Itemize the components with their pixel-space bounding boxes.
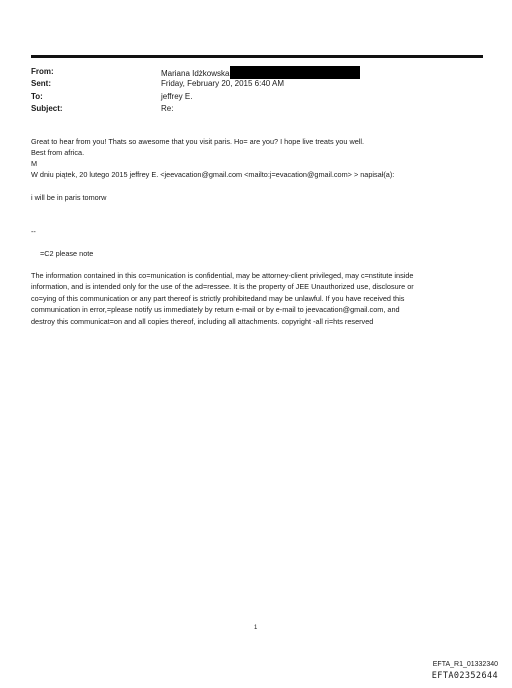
reply-header-line: W dniu piątek, 20 lutego 2015 jeffrey E. <jeevacation@gmail.com <mailto:j=evacation@gmail.com> > napisał(a):	[31, 170, 395, 179]
sent-value: Friday, February 20, 2015 6:40 AM	[161, 79, 285, 89]
body-line-1: Great to hear from you! Thats so awesome that you visit paris. Ho= are you? I hope live treats you well.	[31, 137, 365, 146]
from-name: Mariana Idżkowska	[161, 69, 230, 78]
quoted-message: i will be in paris tomorw	[31, 193, 107, 202]
from-label: From:	[31, 67, 54, 76]
disclaimer-line: destroy this communicat=on and all copies thereof, including all attachments. copyright -all ri=hts reserved	[31, 316, 374, 326]
signature-separator: --	[31, 227, 36, 236]
redaction-bar	[230, 66, 360, 79]
disclaimer-line: information, and is intended only for the use of the ad=ressee. It is the property of JEE Unauthorized use, disclosure or	[31, 282, 414, 292]
disclaimer-paragraph	[31, 270, 483, 327]
body-line-2: Best from africa.	[31, 148, 85, 157]
disclaimer-line: communication in error,=please notify us immediately by return e-mail or by e-mail to jeevacation@gmail.com, and	[31, 305, 400, 315]
to-label: To:	[31, 91, 43, 101]
bates-stamp-r1: EFTA_R1_01332340	[432, 661, 498, 668]
bates-stamp: EFTA02352644	[431, 671, 498, 681]
disclaimer-line: co=ying of this communication or any part thereof is strictly prohibitedand may be unlawful. If you have received this	[31, 293, 405, 303]
body-line-3: M	[31, 159, 38, 168]
subject-label: Subject:	[31, 103, 63, 113]
please-note: =C2 please note	[40, 249, 94, 258]
page-number: 1	[254, 625, 258, 631]
sent-label: Sent:	[31, 79, 51, 89]
disclaimer-line: The information contained in this co=munication is confidential, may be attorney-client privileged, may c=nstitute inside	[31, 271, 414, 280]
subject-value: Re:	[161, 103, 174, 113]
to-value: jeffrey E.	[161, 91, 193, 101]
header-rule	[31, 55, 483, 58]
